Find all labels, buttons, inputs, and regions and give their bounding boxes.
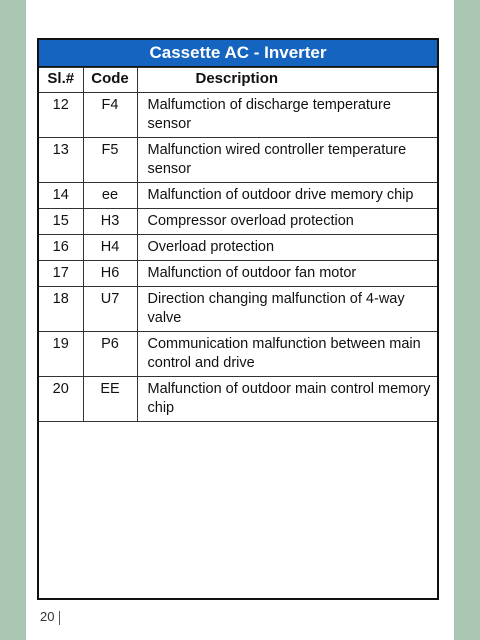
row-description: Malfunction wired controller temperature sensor [137,138,437,183]
row-code: F5 [83,138,137,183]
row-description: Malfumction of discharge temperature sensor [137,93,437,138]
row-description: Overload protection [137,235,437,261]
table-row [39,138,437,183]
row-sl: 14 [39,183,83,209]
table-row [39,261,437,287]
row-code: H3 [83,209,137,235]
table-row [39,332,437,377]
row-code: H6 [83,261,137,287]
row-description: Compressor overload protection [137,209,437,235]
error-code-table-frame [37,38,439,600]
header-sl: Sl.# [39,68,83,93]
row-description: Malfunction of outdoor fan motor [137,261,437,287]
header-description: Description [137,68,437,93]
header-code: Code [83,68,137,93]
row-description: Malfunction of outdoor drive memory chip [137,183,437,209]
row-code: U7 [83,287,137,332]
row-sl: 17 [39,261,83,287]
row-sl: 19 [39,332,83,377]
row-code: F4 [83,93,137,138]
page-number: 20 [40,609,55,624]
table-row [39,183,437,209]
table-header-row [39,68,437,93]
document-page [26,0,454,640]
row-sl: 16 [39,235,83,261]
footer-divider [59,611,60,625]
row-code: P6 [83,332,137,377]
row-sl: 15 [39,209,83,235]
table-row [39,93,437,138]
table-row [39,377,437,422]
row-description: Direction changing malfunction of 4-way valve [137,287,437,332]
table-row [39,209,437,235]
error-code-table [39,67,437,422]
table-row [39,287,437,332]
table-row [39,235,437,261]
row-code: ee [83,183,137,209]
table-title: Cassette AC - Inverter [39,40,437,67]
row-sl: 18 [39,287,83,332]
row-sl: 13 [39,138,83,183]
row-code: EE [83,377,137,422]
row-code: H4 [83,235,137,261]
row-sl: 20 [39,377,83,422]
row-description: Communication malfunction between main control and drive [137,332,437,377]
row-sl: 12 [39,93,83,138]
row-description: Malfunction of outdoor main control memory chip [137,377,437,422]
page-footer [40,609,60,625]
